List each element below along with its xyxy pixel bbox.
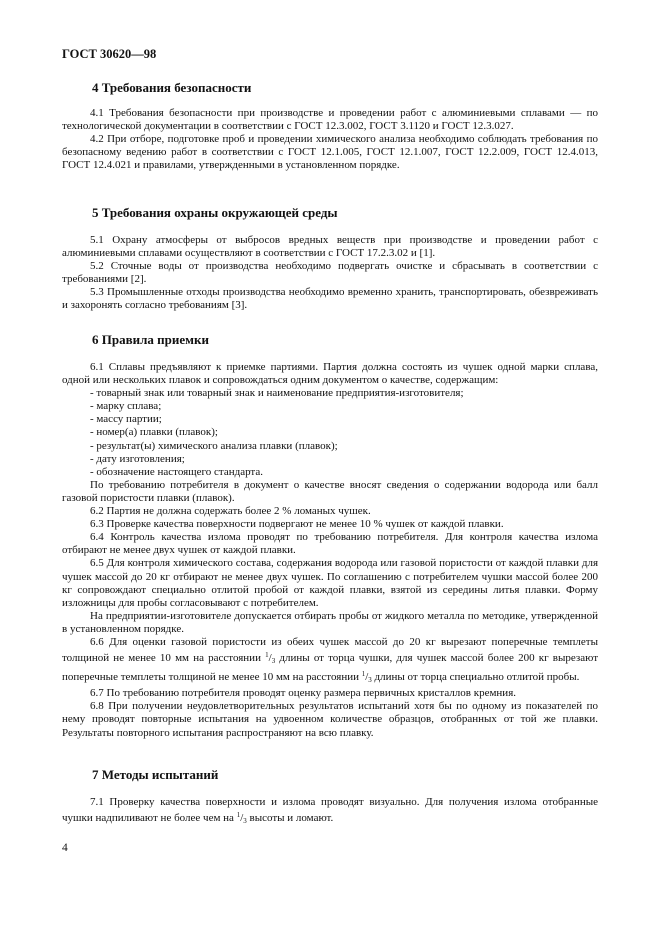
list-item: - обозначение настоящего стандарта. xyxy=(90,465,264,478)
section-6-title: 6 Правила приемки xyxy=(92,332,209,347)
paragraph-7-1-part-b: высоты и ломают. xyxy=(249,812,334,825)
list-item: - номер(а) плавки (плавок); xyxy=(90,426,218,439)
section-5-body xyxy=(62,234,598,313)
paragraph-6-5: 6.5 Для контроля химического состава, содержания водорода или газовой пористости от каждой плавки для чушек массой до 20 кг отбирают не менее двух чушек. По соглашению с потребителем чушки массой более 200 кг сопровождают специально отлитой пробой от каждой плавки, взятой из середины литья плавки. Форму изложницы для пробы согласовывают с потребителем. xyxy=(62,557,598,609)
paragraph-6-6: 6.6 Для оценки газовой пористости из обеих чушек массой до 20 кг вырезают поперечные темплеты толщиной не менее 10 мм на расстоянии $^1/_3$ длины от торца чушки, для чушек массой более 200 кг вырезают поперечные темплеты толщиной не менее 10 мм на расстоянии $^1/_3$ длины от торца специально отлитой пробы. xyxy=(62,635,599,685)
list-item: - марку сплава; xyxy=(90,400,162,413)
paragraph-6-6-part-a: 6.6 Для оценки газовой пористости из обеих чушек массой до 20 кг вырезают поперечные темплеты толщиной не менее 10 мм на расстоянии xyxy=(62,635,598,665)
paragraph-5-1: 5.1 Охрану атмосферы от выбросов вредных веществ при производстве и проведении работ с алюминиевыми сплавами осуществляют в соответствии с ГОСТ 17.2.3.02 и [1]. xyxy=(62,234,598,260)
paragraph-6-2: 6.2 Партия не должна содержать более 2 % ломаных чушек. xyxy=(90,505,371,518)
section-4-body xyxy=(62,107,598,172)
section-4-title: 4 Требования безопасности xyxy=(92,80,252,95)
paragraph-6-6-part-c: длины от торца специально отлитой пробы. xyxy=(374,671,580,684)
section-6-body xyxy=(62,361,598,740)
fraction-numerator: 1 xyxy=(361,670,366,679)
paragraph-4-2: 4.2 При отборе, подготовке проб и проведении химического анализа необходимо соблюдать требования по безопасному ведению работ в соответствии с ГОСТ 12.1.005, ГОСТ 12.1.007, ГОСТ 12.2.009, ГОСТ 12.4.013, ГОСТ 12.4.021 и правилами, утвержденными в установленном порядке. xyxy=(62,133,598,172)
list-item: - дату изготовления; xyxy=(90,452,185,465)
paragraph-6-6-part-b: длины от торца чушки, для чушек массой более 200 кг вырезают поперечные темплеты толщиной не менее 10 мм на расстоянии xyxy=(62,652,599,684)
paragraph-5-3: 5.3 Промышленные отходы производства необходимо временно хранить, транспортировать, обезвреживать и захоронять согласно требованиям [3]. xyxy=(62,286,598,312)
section-5-title: 5 Требования охраны окружающей среды xyxy=(92,205,338,220)
paragraph-6-5-note: На предприятии-изготовителе допускается отбирать пробы от жидкого металла по методике, утвержденной в установленном порядке. xyxy=(62,609,598,635)
paragraph-6-4: 6.4 Контроль качества излома проводят по требованию потребителя. Для контроля качества излома отбирают не менее двух чушек от каждой плавки. xyxy=(62,531,598,557)
section-7-body xyxy=(62,796,598,828)
section-7-title: 7 Методы испытаний xyxy=(92,767,219,782)
paragraph-6-1: 6.1 Сплавы предъявляют к приемке партиями. Партия должна состоять из чушек одной марки сплава, одной или нескольких плавок и сопровождаться одним документом о качестве, содержащим: xyxy=(62,361,598,387)
paragraph-7-1: 7.1 Проверку качества поверхности и излома проводят визуально. Для получения излома отобранные чушки надпиливают не более чем на $^1/_3$ высоты и ломают. xyxy=(62,796,598,826)
paragraph-6-8: 6.8 При получении неудовлетворительных результатов испытаний хотя бы по одному из показателей по нему проводят повторные испытания на удвоенном количестве образцов, отобранных от той же плавки. Результаты повторного испытания распространяют на всю плавку. xyxy=(62,700,598,739)
paragraph-7-1-part-a: 7.1 Проверку качества поверхности и излома проводят визуально. Для получения излома отобранные чушки надпиливают не более чем на xyxy=(62,796,598,825)
list-item: - результат(ы) химического анализа плавки (плавок); xyxy=(90,439,338,452)
fraction-denominator: 3 xyxy=(271,657,276,666)
paragraph-6-1-note: По требованию потребителя в документ о качестве вносят сведения о содержании водорода или балл газовой пористости плавки (плавок). xyxy=(62,478,598,504)
paragraph-6-3: 6.3 Проверке качества поверхности подвергают не менее 10 % чушек от каждой плавки. xyxy=(90,518,504,531)
list-item: - массу партии; xyxy=(90,413,162,426)
fraction-numerator: 1 xyxy=(265,651,269,660)
fraction-denominator: 3 xyxy=(368,676,372,685)
list-item: - товарный знак или товарный знак и наименование предприятия-изготовителя; xyxy=(90,387,464,400)
fraction-denominator: 3 xyxy=(243,817,247,826)
document-code: ГОСТ 30620—98 xyxy=(62,47,157,61)
page-number: 4 xyxy=(62,842,68,854)
paragraph-4-1: 4.1 Требования безопасности при производстве и проведении работ с алюминиевыми сплавами — по технологической документации в соответствии с ГОСТ 12.3.002, ГОСТ 3.1120 и ГОСТ 12.3.027. xyxy=(62,107,598,133)
paragraph-5-2: 5.2 Сточные воды от производства необходимо подвергать очистке и сбрасывать в соответствии с требованиями [2]. xyxy=(62,260,598,286)
paragraph-6-7: 6.7 По требованию потребителя проводят оценку размера первичных кристаллов кремния. xyxy=(90,687,517,700)
fraction-numerator: 1 xyxy=(236,811,241,820)
